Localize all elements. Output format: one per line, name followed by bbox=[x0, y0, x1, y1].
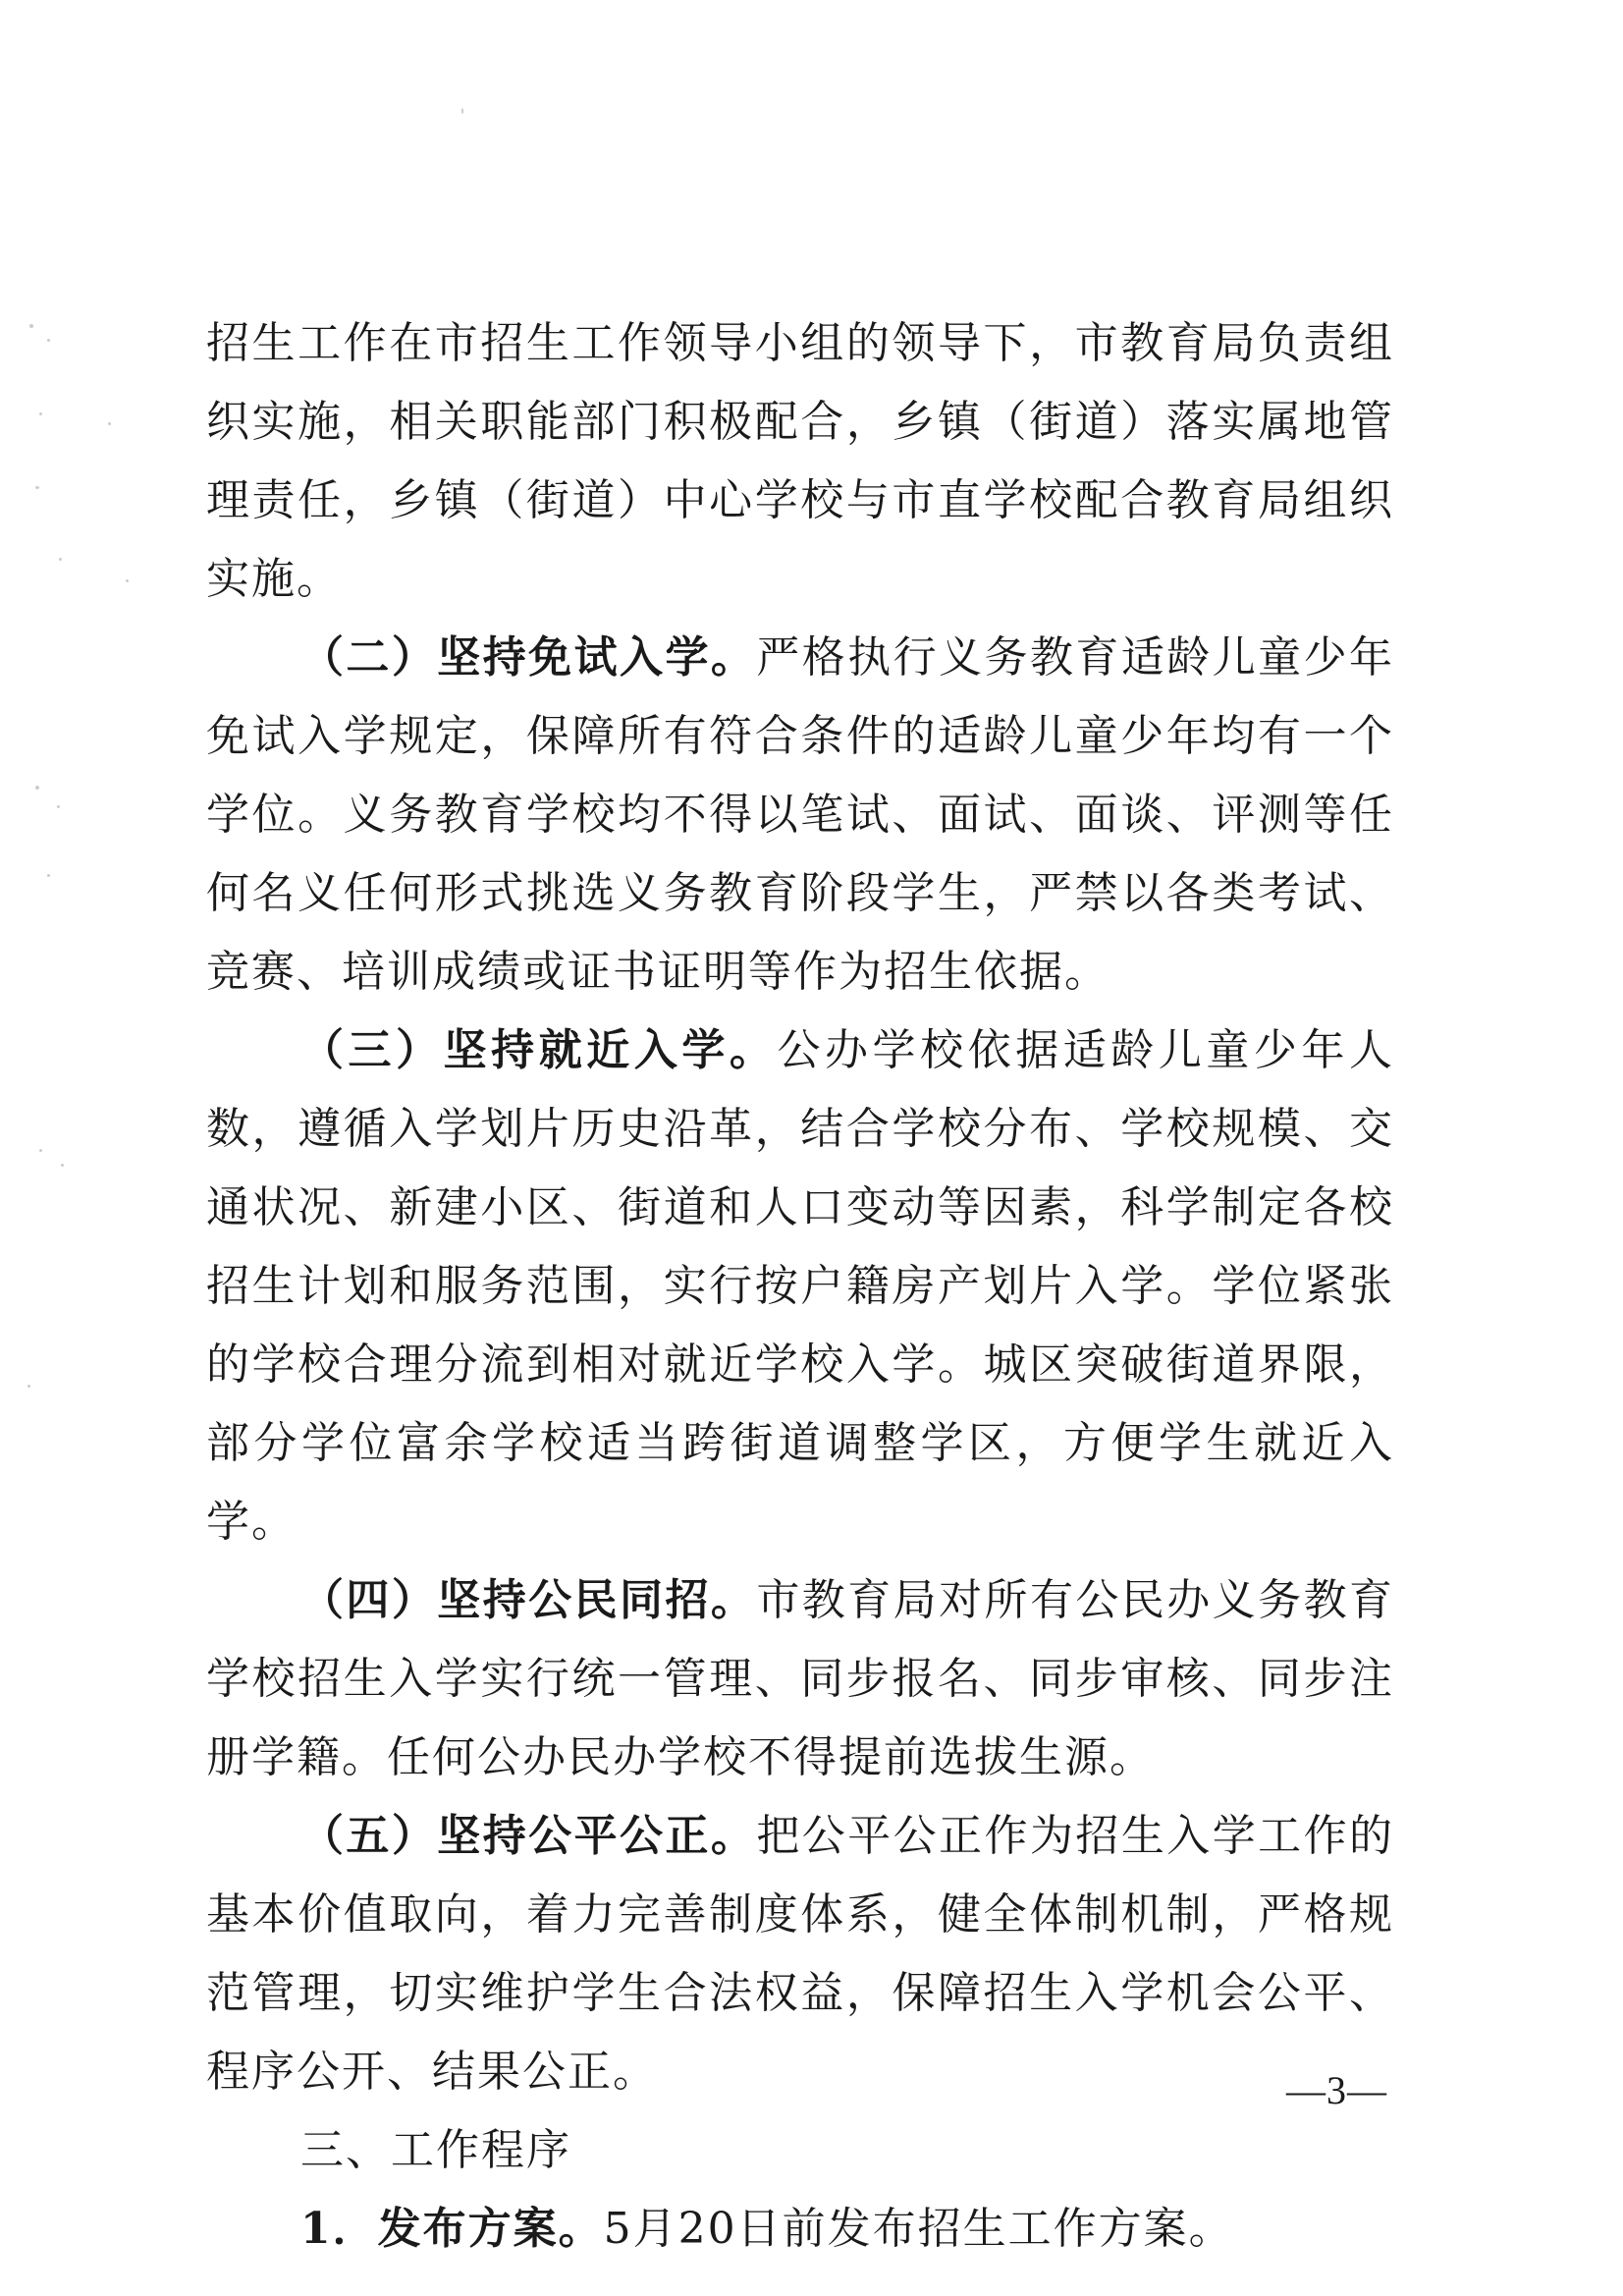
scan-speck bbox=[47, 339, 50, 342]
scan-speck bbox=[57, 805, 60, 808]
paragraph-lead: （二）坚持免试入学。 bbox=[300, 632, 757, 683]
paragraph-lead: （三）坚持就近入学。 bbox=[300, 1025, 778, 1075]
section-heading: 三、工作程序 bbox=[300, 2125, 571, 2175]
scan-speck bbox=[29, 324, 33, 328]
paragraph-fairness bbox=[206, 1797, 1394, 2111]
scan-speck bbox=[35, 786, 39, 790]
scan-speck bbox=[61, 1164, 64, 1167]
scan-speck bbox=[47, 874, 50, 877]
scan-speck bbox=[126, 579, 129, 582]
scan-speck bbox=[35, 486, 39, 489]
scan-speck bbox=[108, 422, 111, 425]
paragraph-lead: （五）坚持公平公正。 bbox=[300, 1811, 757, 1861]
paragraph-public-private-enrollment bbox=[206, 1561, 1394, 1797]
procedure-item-1 bbox=[206, 2190, 1394, 2269]
scan-speck bbox=[59, 558, 62, 561]
paragraph-exam-free-admission bbox=[206, 619, 1394, 1011]
scan-speck bbox=[27, 1385, 30, 1388]
paragraph-text: 市教育局对所有公民办义务教育学校招生入学实行统一管理、同步报名、同步审核、同步注册学籍。任何公办民办学校不得提前选拔生源。 bbox=[206, 1575, 1395, 1782]
paragraph-lead: （四）坚持公民同招。 bbox=[300, 1575, 757, 1625]
document-body bbox=[206, 304, 1394, 2269]
paragraph-text: 严格执行义务教育适龄儿童少年免试入学规定，保障所有符合条件的适龄儿童少年均有一个学位。义务教育学校均不得以笔试、面试、面谈、评测等任何名义任何形式挑选义务教育阶段学生，严禁以各类考试、竞赛、培训成绩或证书证明等作为招生依据。 bbox=[206, 632, 1395, 997]
paragraph-text: 把公平公正作为招生入学工作的基本价值取向，着力完善制度体系，健全体制机制，严格规范管理，切实维护学生合法权益，保障招生入学机会公平、程序公开、结果公正。 bbox=[206, 1811, 1395, 2097]
item-text: 5月20日前发布招生工作方案。 bbox=[603, 2204, 1234, 2254]
continuation-paragraph: 招生工作在市招生工作领导小组的领导下，市教育局负责组织实施，相关职能部门积极配合，乡镇（街道）落实属地管理责任，乡镇（街道）中心学校与市直学校配合教育局组织实施。 bbox=[206, 318, 1394, 604]
paragraph-nearby-admission bbox=[206, 1011, 1394, 1561]
paragraph-text: 公办学校依据适龄儿童少年人数，遵循入学划片历史沿革，结合学校分布、学校规模、交通状况、新建小区、街道和人口变动等因素，科学制定各校招生计划和服务范围，实行按户籍房产划片入学。学位紧张的学校合理分流到相对就近学校入学。城区突破街道界限，部分学位富余学校适当跨街道调整学区，方便学生就近入学。 bbox=[206, 1025, 1395, 1547]
scan-speck bbox=[39, 412, 42, 415]
page-number: —3— bbox=[1286, 2068, 1387, 2112]
scan-speck bbox=[461, 108, 463, 114]
item-lead: 1．发布方案。 bbox=[300, 2204, 604, 2254]
scan-speck bbox=[39, 1149, 42, 1152]
